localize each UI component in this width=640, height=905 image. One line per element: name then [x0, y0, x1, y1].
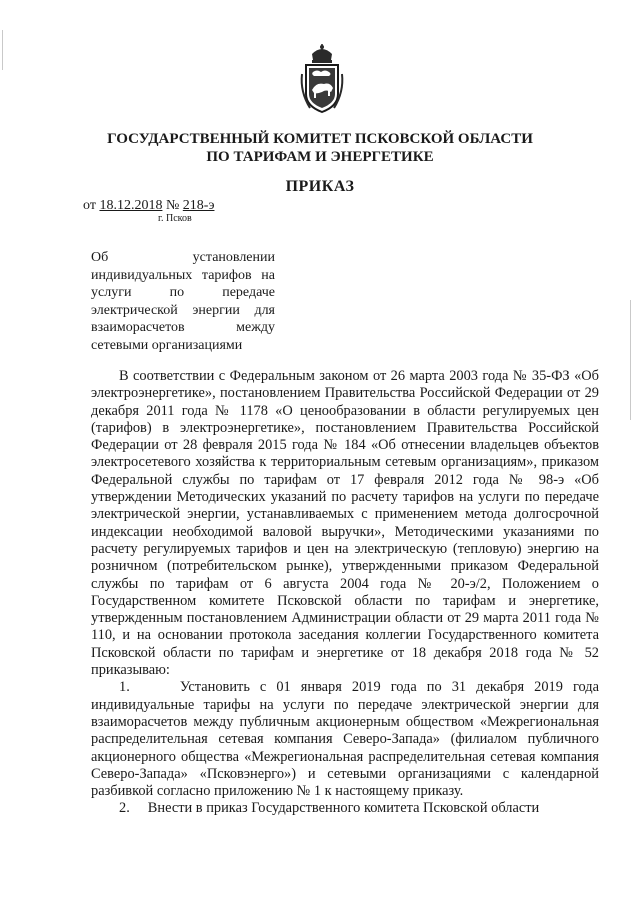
- organization-title-line-2: ПО ТАРИФАМ И ЭНЕРГЕТИКЕ: [206, 149, 434, 165]
- number-sign: №: [165, 198, 180, 213]
- clause-2: 2. Внести в приказ Государственного комитета Псковской области: [119, 800, 540, 817]
- document-type-heading: ПРИКАЗ: [285, 178, 355, 195]
- organization-title-line-1: ГОСУДАРСТВЕННЫЙ КОМИТЕТ ПСКОВСКОЙ ОБЛАСТИ: [107, 131, 533, 147]
- coat-of-arms-emblem: [298, 44, 346, 116]
- order-subject: Об установлении индивидуальных тарифов на услуги по передаче электрической энергии для взаиморасчетов между сетевыми организациями: [91, 250, 275, 353]
- city-label: г. Псков: [158, 213, 192, 224]
- order-body: [91, 368, 599, 818]
- order-date-line: [83, 198, 214, 214]
- date-prefix: от: [83, 198, 96, 213]
- order-date: 18.12.2018: [99, 198, 163, 213]
- order-number: 218-э: [182, 198, 215, 213]
- preamble-paragraph: В соответствии с Федеральным законом от 26 марта 2003 года № 35-ФЗ «Об электроэнергетике», постановлением Правительства Российской Федерации от 29 декабря 2011 года № 1178 «О ценообразовании в области регулируемых цен (тарифов) в электроэнергетике», постановлением Правительства Российской Федерации от 28 февраля 2015 года № 184 «Об отнесении владельцев объектов электросетевого хозяйства к территориальным сетевым организациям», приказом Федеральной службы по тарифам от 17 февраля 2012 года № 98-э «Об утверждении Методических указаний по расчету тарифов на услуги по передаче электрической энергии, устанавливаемых с применением метода долгосрочной индексации необходимой валовой выручки», Методическими указаниями по расчету регулируемых тарифов и цен на электрическую (тепловую) энергию на розничном (потребительском рынке), утвержденными приказом Федеральной службы по тарифам от 6 августа 2004 года № 20-э/2, Положением о Государственном комитете Псковской области по тарифам и энергетике, утвержденным постановлением Администрации области от 29 марта 2011 года № 110, и на основании протокола заседания коллегии Государственного комитета Псковской области по тарифам и энергетике от 18 декабря 2018 года № 52 приказываю:: [91, 368, 599, 679]
- scan-edge-left: [2, 30, 3, 70]
- scan-edge-right: [630, 300, 631, 420]
- clause-1: 1. Установить с 01 января 2019 года по 31 декабря 2019 года индивидуальные тарифы на услуги по передаче электрической энергии для взаиморасчетов между публичным акционерным обществом «Межрегиональная распределительная сетевая компания Северо-Запада» (филиалом публичного акционерного общества «Межрегиональная распределительная сетевая компания Северо-Запада» «Псковэнерго») и сетевыми организациями с календарной разбивкой согласно приложению № 1 к настоящему приказу.: [91, 679, 599, 800]
- organization-title: [0, 130, 640, 166]
